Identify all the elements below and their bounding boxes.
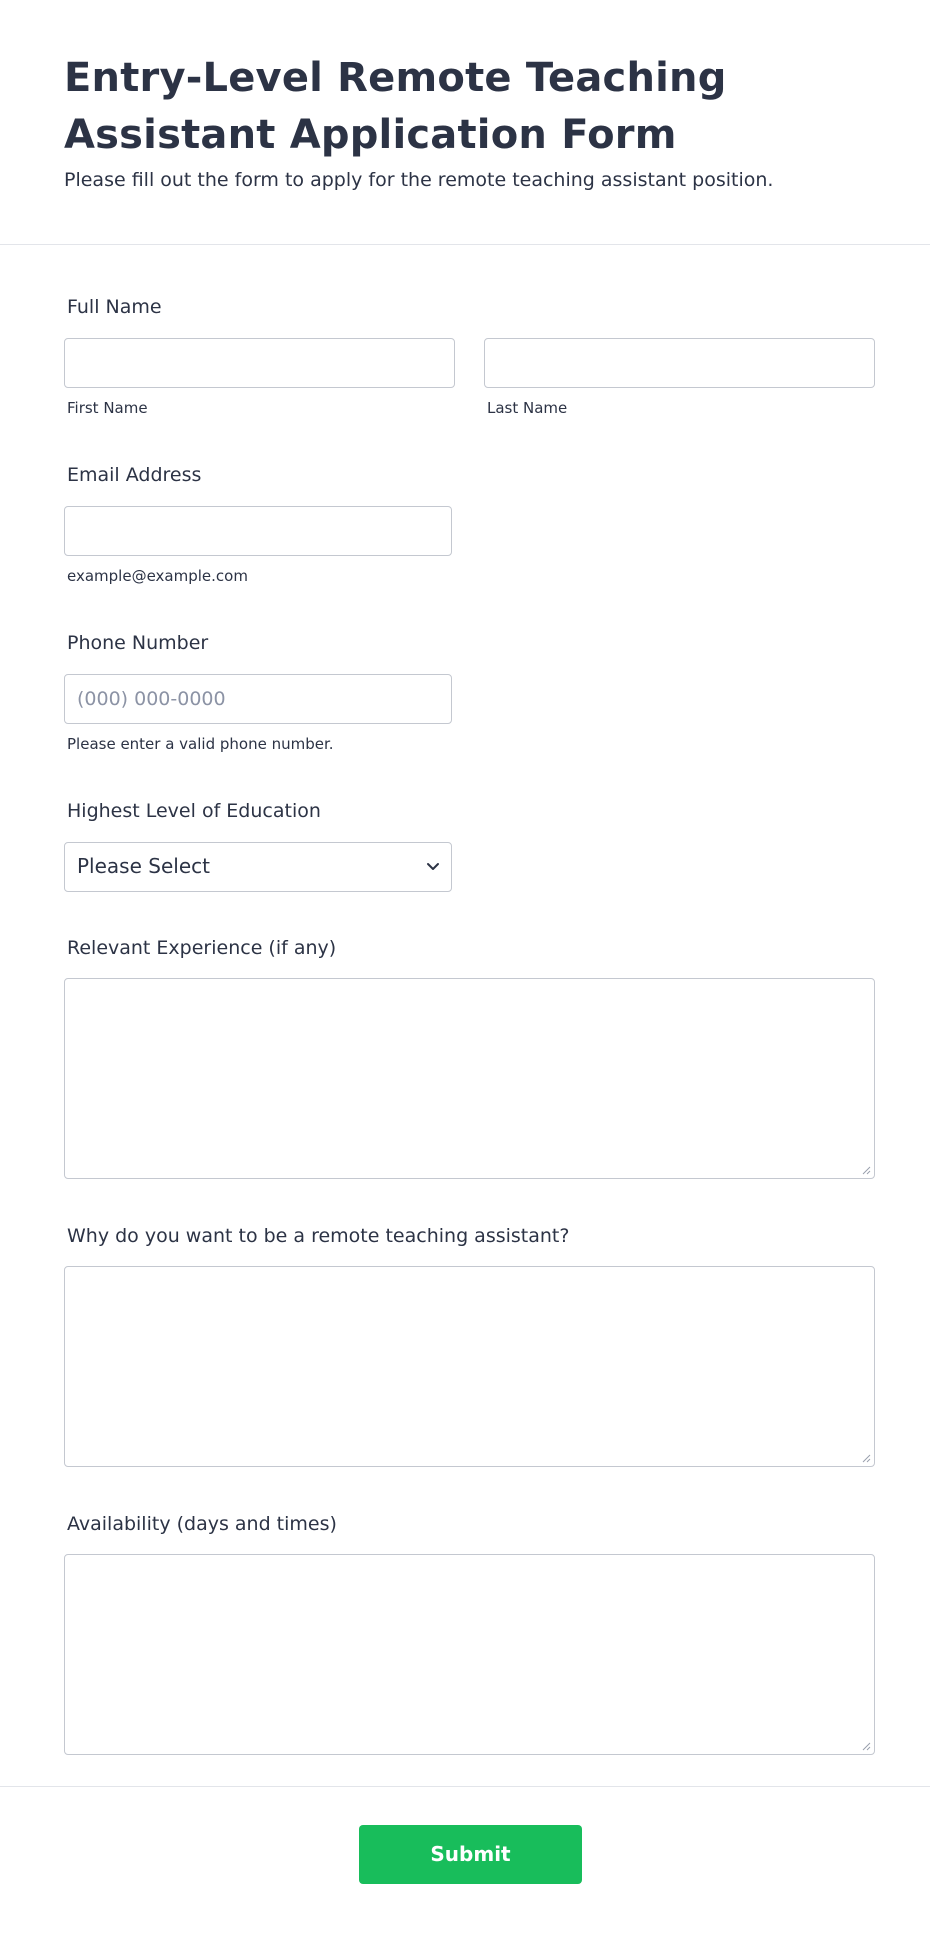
experience-label: Relevant Experience (if any) [67,937,337,959]
page-title: Entry-Level Remote Teaching Assistant Application Form [64,55,727,158]
full-name-label: Full Name [67,296,162,318]
motivation-textarea[interactable] [64,1266,875,1467]
availability-textarea[interactable] [64,1554,875,1755]
motivation-label: Why do you want to be a remote teaching assistant? [67,1225,570,1247]
phone-label: Phone Number [67,632,209,654]
page-subtitle: Please fill out the form to apply for the remote teaching assistant position. [64,169,774,191]
first-name-sublabel: First Name [67,399,148,417]
form-header [0,0,930,245]
email-input[interactable] [64,506,452,556]
chevron-down-icon [425,858,441,874]
availability-label: Availability (days and times) [67,1513,337,1535]
resize-handle-icon[interactable] [861,1741,871,1751]
phone-input[interactable] [64,674,452,724]
application-form [0,245,930,1786]
email-label: Email Address [67,464,202,486]
last-name-sublabel: Last Name [487,399,568,417]
email-sublabel: example@example.com [67,567,248,585]
last-name-input[interactable] [484,338,875,388]
resize-handle-icon[interactable] [861,1453,871,1463]
first-name-input[interactable] [64,338,455,388]
resize-handle-icon[interactable] [861,1165,871,1175]
submit-button[interactable]: Submit [359,1825,582,1884]
experience-textarea[interactable] [64,978,875,1179]
phone-sublabel: Please enter a valid phone number. [67,735,334,753]
form-footer [0,1786,930,1933]
education-label: Highest Level of Education [67,800,321,822]
education-selected-value: Please Select [77,854,210,878]
education-select[interactable] [64,842,452,892]
